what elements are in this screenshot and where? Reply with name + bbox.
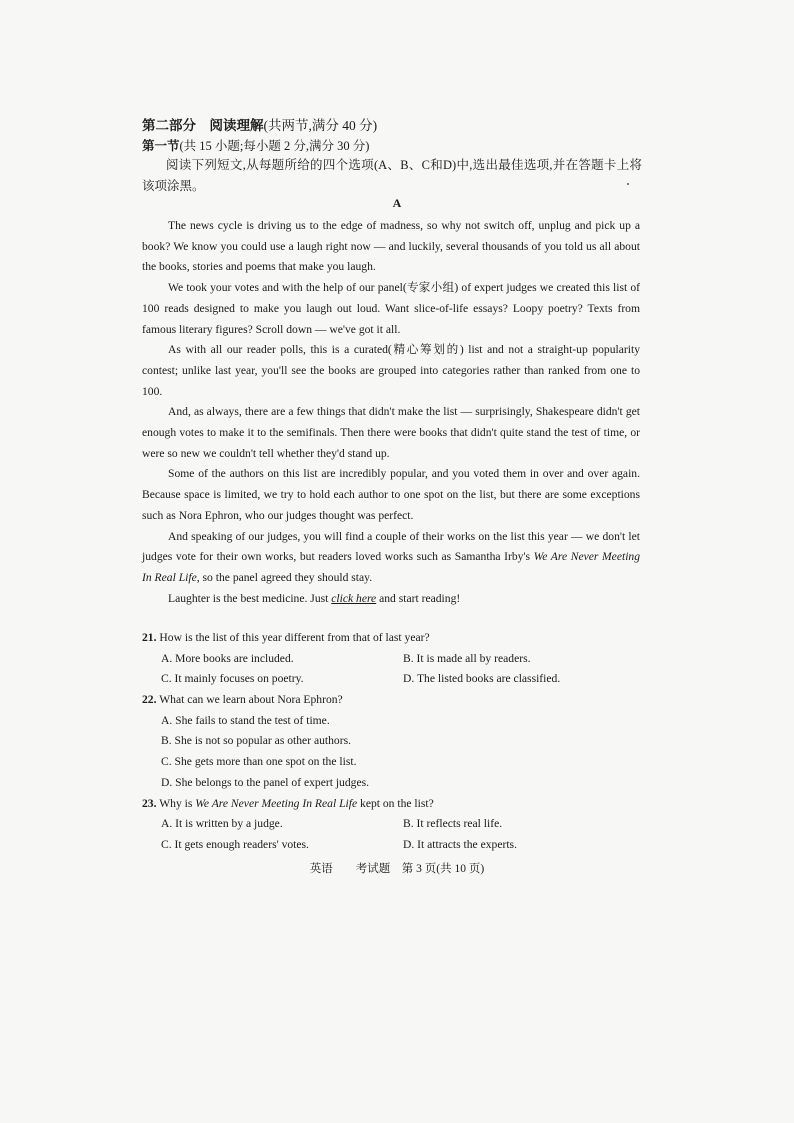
paragraph-6-text-a: And speaking of our judges, you will find a couple of their works on the list this year — we don't let judges vote for their own works, but readers loved works such as Samantha Irby's xyxy=(142,529,640,564)
option-b[interactable]: B. It is made all by readers. xyxy=(403,651,531,665)
question-number: 22. xyxy=(142,693,157,707)
option-a[interactable]: A. She fails to stand the test of time. xyxy=(161,713,330,727)
paragraph-6-text-b: , so the panel agreed they should stay. xyxy=(196,570,373,584)
click-here-link[interactable]: click here xyxy=(331,591,377,605)
part-title: 第二部分 阅读理解 xyxy=(142,118,264,134)
question-number: 21. xyxy=(142,631,157,644)
question-22 xyxy=(142,690,640,793)
question-text-b: kept on the list? xyxy=(357,796,434,810)
paragraph-4: And, as always, there are a few things that didn't make the list — surprisingly, Shakespeare didn't get enough votes to make it to the semifinals. Then there were books that didn't quite stand the test of time, or were so new we couldn't tell whether they'd stand up. xyxy=(142,405,640,460)
option-c[interactable]: C. She gets more than one spot on the list. xyxy=(161,755,357,769)
option-a[interactable]: A. It is written by a judge. xyxy=(161,817,283,831)
paragraph-6 xyxy=(142,527,640,589)
part-heading xyxy=(142,114,377,134)
option-d[interactable]: D. It attracts the experts. xyxy=(403,837,517,851)
option-a[interactable]: A. More books are included. xyxy=(161,651,294,665)
question-stem xyxy=(142,628,640,649)
question-text-a: Why is xyxy=(159,796,196,810)
paragraph-7-text-a: Laughter is the best medicine. Just xyxy=(168,591,332,605)
question-number: 23. xyxy=(142,796,157,810)
question-stem xyxy=(142,690,640,711)
questions xyxy=(142,628,640,856)
section-note: (共 15 小题;每小题 2 分,满分 30 分) xyxy=(179,139,370,153)
option-c[interactable]: C. It gets enough readers' votes. xyxy=(161,837,309,851)
question-text: How is the list of this year different from that of last year? xyxy=(159,631,430,644)
paragraph-2: We took your votes and with the help of our panel(专家小组) of expert judges we created this list of 100 reads designed to make you laugh out loud. Want slice-of-life essays? Loopy poetry? Texts from famous literary figures? Scroll down — we've got it all. xyxy=(142,281,640,336)
page-footer: 英语 考试题 第 3 页(共 10 页) xyxy=(309,863,485,875)
option-row xyxy=(142,835,640,856)
question-text: What can we learn about Nora Ephron? xyxy=(159,693,343,707)
book-title: We Are Never Meeting In Real Life xyxy=(142,550,641,584)
paragraph-1: The news cycle is driving us to the edge of madness, so why not switch off, unplug and pick up a book? We know you could use a laugh right now — and luckily, several thousands of you told us all about the books, stories and poems that make you laugh. xyxy=(142,219,640,274)
passage-label: A xyxy=(392,196,402,210)
option-row xyxy=(142,814,640,835)
instructions: 阅读下列短文,从每题所给的四个选项(A、B、C和D)中,选出最佳选项,并在答题卡上将该项涂黑。 xyxy=(142,158,642,193)
paragraph-7 xyxy=(142,589,640,610)
option-b[interactable]: B. She is not so popular as other authors. xyxy=(161,734,351,748)
question-21 xyxy=(142,628,640,690)
part-note: (共两节,满分 40 分) xyxy=(263,118,378,133)
paragraph-3: As with all our reader polls, this is a curated(精心筹划的) list and not a straight-up popularity contest; unlike last year, you'll see the books are grouped into categories rather than ranked from one to 100. xyxy=(142,343,640,398)
option-d[interactable]: D. She belongs to the panel of expert judges. xyxy=(161,775,369,789)
option-row xyxy=(142,669,640,690)
paragraph-7-text-b: and start reading! xyxy=(376,591,461,605)
question-stem xyxy=(142,794,640,815)
option-d[interactable]: D. The listed books are classified. xyxy=(403,672,561,686)
passage xyxy=(142,216,640,609)
option-b[interactable]: B. It reflects real life. xyxy=(403,817,503,831)
paragraph-5: Some of the authors on this list are incredibly popular, and you voted them in over and over again. Because space is limited, we try to hold each author to one spot on the list, but there are some exceptions such as Nora Ephron, who our judges thought was perfect. xyxy=(142,467,640,522)
option-c[interactable]: C. It mainly focuses on poetry. xyxy=(161,672,304,686)
section-heading xyxy=(142,136,369,154)
question-book-title: We Are Never Meeting In Real Life xyxy=(195,796,358,810)
section-title: 第一节 xyxy=(142,138,180,153)
question-23 xyxy=(142,794,640,856)
option-row xyxy=(142,649,640,670)
scan-speck xyxy=(627,183,629,185)
